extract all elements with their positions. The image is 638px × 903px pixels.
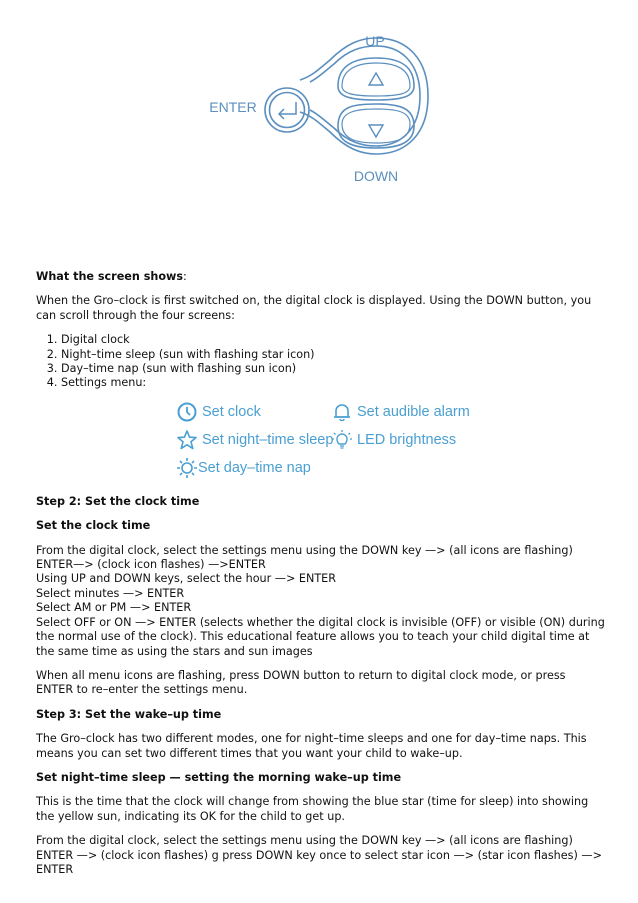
- instruction-line: Using UP and DOWN keys, select the hour —> ENTER: [36, 572, 337, 586]
- set-clock-label: Set clock: [202, 403, 261, 420]
- intro-paragraph: When the Gro–clock is first switched on, the digital clock is displayed. Using the DOWN button, you can scroll through the four screens:: [36, 294, 592, 322]
- up-button[interactable]: [338, 58, 414, 100]
- clock-icon: [176, 401, 198, 423]
- menu-item-set-night-time-sleep: [176, 429, 333, 451]
- step2-instructions: [36, 544, 606, 659]
- screens-list: [36, 333, 606, 391]
- instruction-line: Select AM or PM —> ENTER: [36, 601, 192, 615]
- intro-heading-colon: :: [183, 270, 187, 283]
- set-day-time-nap-label: Set day–time nap: [198, 459, 311, 476]
- bell-icon: [331, 401, 353, 423]
- intro-heading-line: [36, 270, 606, 284]
- down-triangle-icon: [369, 125, 383, 137]
- instruction-line: From the digital clock, select the settings menu using the DOWN key —> (all icons are flashing): [36, 543, 573, 557]
- up-triangle-icon: [369, 73, 383, 85]
- list-item: 1. Digital clock: [61, 333, 606, 347]
- enter-label: ENTER: [209, 99, 257, 115]
- button-panel-illustration: [0, 0, 638, 200]
- instruction-line: Select minutes —> ENTER: [36, 586, 185, 600]
- menu-item-set-clock: [176, 401, 261, 423]
- menu-item-set-audible-alarm: [331, 401, 470, 423]
- instruction-line: Select OFF or ON —> ENTER (selects whether the digital clock is invisible (OFF) or visible (ON) during the normal use of the clock). This educational feature allows you to teach your child digital time at the same time as using the stars and sun images: [36, 615, 605, 658]
- list-item: 2. Night–time sleep (sun with flashing star icon): [61, 348, 606, 362]
- list-item: 3. Day–time nap (sun with flashing sun icon): [61, 362, 606, 376]
- down-label: DOWN: [353, 168, 399, 184]
- step2-heading: Step 2: Set the clock time: [36, 494, 200, 508]
- instructions-content: [36, 270, 606, 887]
- set-audible-alarm-label: Set audible alarm: [357, 403, 470, 420]
- button-diagram: [0, 0, 638, 200]
- step3-sub-paragraph: This is the time that the clock will change from showing the blue star (time for sleep) into showing the yellow sun, indicating its OK for the child to get up.: [36, 795, 589, 823]
- intro-heading: What the screen shows: [36, 270, 184, 283]
- star-icon: [176, 429, 198, 451]
- menu-item-set-day-time-nap: [176, 457, 311, 479]
- step3-subheading: Set night–time sleep — setting the morning wake–up time: [36, 770, 402, 784]
- down-button[interactable]: [338, 104, 414, 148]
- lightbulb-icon: [331, 429, 353, 451]
- step2-subheading: Set the clock time: [36, 519, 151, 533]
- step3-paragraph: The Gro–clock has two different modes, one for night–time sleeps and one for day–time naps. This means you can set two different times that you want your child to wake–up.: [36, 732, 587, 760]
- step2-paragraph: When all menu icons are flashing, press DOWN button to return to digital clock mode, or press ENTER to re–enter the settings menu.: [36, 668, 566, 697]
- step3-final: From the digital clock, select the settings menu using the DOWN key —> (all icons are flashing) ENTER —> (clock icon flashes) g press DOWN key once to select star icon —> (star icon flashes) —> ENTER: [36, 834, 602, 876]
- enter-icon: [279, 102, 296, 119]
- settings-menu-icons: [36, 397, 606, 489]
- sun-icon: [176, 457, 198, 479]
- led-brightness-label: LED brightness: [357, 431, 457, 448]
- list-item: 4. Settings menu:: [61, 376, 606, 390]
- up-label: UP: [365, 33, 385, 49]
- set-night-time-sleep-label: Set night–time sleep: [202, 431, 334, 448]
- step3-heading: Step 3: Set the wake–up time: [36, 707, 222, 721]
- instruction-line: ENTER—> (clock icon flashes) —>ENTER: [36, 558, 266, 572]
- menu-item-led-brightness: [331, 429, 456, 451]
